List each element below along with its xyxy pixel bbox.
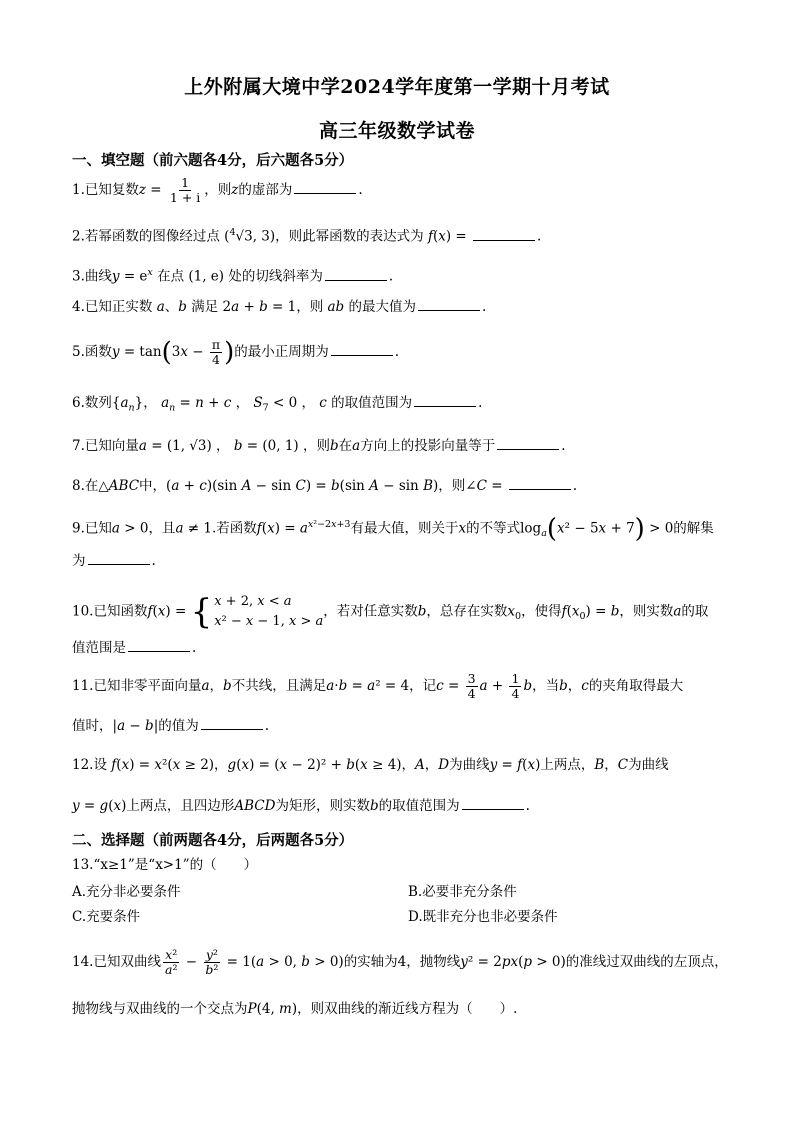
answer-blank-9[interactable] <box>88 551 150 565</box>
answer-blank-4[interactable] <box>418 297 480 311</box>
question-3: 3.曲线$y = e^x$ 在点 (1, e) 处的切线斜率为 . <box>72 267 394 285</box>
question-2: 2.若幂函数的图像经过点 ($^4$√3, 3)，则此幂函数的表达式为 f(x) = . <box>72 227 542 245</box>
answer-blank-5[interactable] <box>331 342 393 356</box>
question-9: 9.已知a > 0，且a ≠ 1.若函数$f(x) = a^{x^2-2x+3}$有最大值，则关于x的不等式$\log_a(x^2 - 5x + 7) > 0$的解集 <box>72 514 714 544</box>
answer-blank-11[interactable] <box>201 716 263 730</box>
question-12-line2: y = g(x)上两点，且四边形ABCD为矩形，则实数b的取值范围为 . <box>72 798 530 814</box>
question-13: 13.“x≥1”是“x>1”的（ ） <box>72 857 258 873</box>
question-12: 12.设 f(x) = x²(x ≥ 2)，g(x) = (x − 2)² + b(x ≥ 4)，A，D为曲线y = f(x)上两点，B，C为曲线 <box>72 757 669 773</box>
question-14: 14.已知双曲线 $\frac{\text{x²}}{\text{a²}}$ − $\frac{\text{y²}}{\text{b²}}$ = 1(a > 0, b > 0)的实轴为4，抛物线y² = 2px(p > 0)的准线过双曲线的左顶点， <box>72 947 728 977</box>
exam-subtitle: 高三年级数学试卷 <box>318 120 475 142</box>
question-11: 11.已知非零平面向量a，b不共线，且满足a·b = a² = 4，记c = $\frac{3}{4}$ a + $\frac{1}{4}$ b，当b，c的夹角取得最大 <box>72 671 684 701</box>
question-5: 5.函数y = tan(3x − $\frac{\pi}{4}$ )的最小正周期为 . <box>72 337 400 368</box>
q13-option-c[interactable]: C.充要条件 <box>72 909 141 925</box>
answer-blank-12[interactable] <box>462 796 524 810</box>
exam-title: 上外附属大境中学2024学年度第一学期十月考试 <box>184 76 610 98</box>
q13-option-d[interactable]: D.既非充分也非必要条件 <box>408 909 558 925</box>
question-14-line2: 抛物线与双曲线的一个交点为P(4, m)，则双曲线的渐近线方程为（ ）. <box>72 1001 518 1017</box>
question-11-line2: 值时，|a − b|的值为 . <box>72 718 270 734</box>
answer-blank-6[interactable] <box>414 393 476 407</box>
answer-blank-10[interactable] <box>128 638 190 652</box>
q13-option-a[interactable]: A.充分非必要条件 <box>72 884 181 900</box>
question-9-line2: 为 . <box>72 553 156 569</box>
question-7: 7.已知向量a = (1, √3) ， b = (0, 1) ，则b在a方向上的投影向量等于 . <box>72 438 566 454</box>
question-4: 4.已知正实数 a、b 满足 2a + b = 1，则 ab 的最大值为 . <box>72 299 487 315</box>
section-multiple-choice: 二、选择题（前两题各4分，后两题各5分） <box>72 832 354 849</box>
answer-blank-3[interactable] <box>325 267 387 281</box>
answer-blank-2[interactable] <box>473 227 535 241</box>
question-6: 6.数列$\{a_n\}$， $a_n = n + c$ ， $S_7 < 0$ ， c 的取值范围为 . <box>72 395 483 414</box>
question-1: 1.已知复数z = $\frac{1}{1 + i}$ ，则z的虚部为 . <box>72 175 363 205</box>
question-8: 8.在△ABC中，(a + c)(sin A − sin C) = b(sin A − sin B)，则∠C = . <box>72 478 578 494</box>
section-fill-in: 一、填空题（前六题各4分，后六题各5分） <box>72 152 354 169</box>
answer-blank-8[interactable] <box>509 476 571 490</box>
q13-option-b[interactable]: B.必要非充分条件 <box>408 884 517 900</box>
answer-blank-7[interactable] <box>497 436 559 450</box>
answer-blank-1[interactable] <box>294 180 356 194</box>
question-10: 10.已知函数f(x) = { x + 2, x < a x² − x − 1, x > a ，若对任意实数b，总存在实数$x_0$，使得$f(x_0) = b$，则实数a的取 <box>72 592 709 632</box>
question-10-line2: 值范围是 . <box>72 640 197 656</box>
